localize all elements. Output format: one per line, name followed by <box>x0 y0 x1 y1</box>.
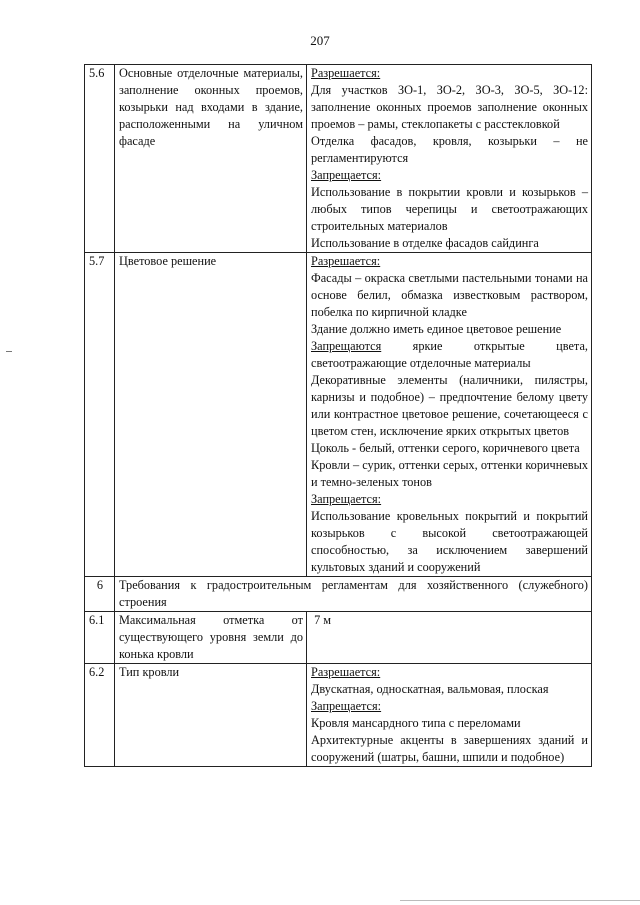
value-line: Использование кровельных покрытий и покрытий козырьков с высокой светоотражающей способностью, за исключением завершений культовых зданий и сооружений <box>311 509 588 574</box>
row-number: 5.7 <box>85 253 115 577</box>
value-line: Здание должно иметь единое цветовое решение <box>311 322 562 336</box>
regulations-table <box>84 64 592 767</box>
row-number: 6.2 <box>85 664 115 767</box>
parameter-name: Цветовое решение <box>115 253 307 577</box>
parameter-value <box>307 612 592 664</box>
forbidden-heading: Запрещается: <box>311 492 382 506</box>
parameter-name: Основные отделочные материалы, заполнение оконных проемов, козырьки над входами в здание, расположенными на уличном фасаде <box>115 65 307 253</box>
section-row <box>85 577 592 612</box>
section-title: Требования к градостроительным регламентам для хозяйственного (служебного) строения <box>115 577 592 612</box>
scan-edge-mark <box>6 351 12 352</box>
value-line: Двускатная, односкатная, вальмовая, плоская <box>311 682 549 696</box>
parameter-name: Максимальная отметка от существующего уровня земли до конька кровли <box>115 612 307 664</box>
allowed-heading: Разрешается: <box>311 66 381 80</box>
value-line: Декоративные элементы (наличники, пилястры, карнизы и подобное) – предпочтение белому цвету или контрастное цветовое решение, сочетающееся с цветом стен, исключение ярких открытых цветов <box>311 373 588 438</box>
allowed-heading: Разрешается: <box>311 665 381 679</box>
value-line: Кровля мансардного типа с переломами <box>311 716 521 730</box>
value-line: 7 м <box>311 613 332 627</box>
table-row <box>85 664 592 767</box>
value-line: Для участков ЗО-1, ЗО-2, ЗО-3, ЗО-5, ЗО-12: заполнение оконных проемов заполнение оконных проемов – рамы, стеклопакеты с расстекловкой <box>311 83 588 131</box>
value-line: Использование в покрытии кровли и козырьков – любых типов черепицы и светоотражающих строительных материалов <box>311 185 588 233</box>
table-row <box>85 65 592 253</box>
forbidden-heading: Запрещается: <box>311 699 382 713</box>
value-line: Кровли – сурик, оттенки серых, оттенки коричневых и темно-зеленых тонов <box>311 458 588 489</box>
allowed-heading: Разрешается: <box>311 254 381 268</box>
forbidden-heading: Запрещается: <box>311 168 382 182</box>
scan-bottom-line <box>400 900 640 901</box>
forbidden-inline-heading: Запрещаются <box>311 339 382 353</box>
value-inline-text: яркие открытые цвета, светоотражающие отделочные материалы <box>311 339 588 370</box>
value-line: Использование в отделке фасадов сайдинга <box>311 236 539 250</box>
table-row <box>85 253 592 577</box>
row-number: 5.6 <box>85 65 115 253</box>
value-line: Фасады – окраска светлыми пастельными тонами на основе белил, обмазка известковым раствором, побелка по кирпичной кладке <box>311 271 588 319</box>
parameter-value <box>307 65 592 253</box>
value-line: Цоколь - белый, оттенки серого, коричневого цвета <box>311 441 580 455</box>
parameter-value <box>307 253 592 577</box>
row-number: 6.1 <box>85 612 115 664</box>
parameter-name: Тип кровли <box>115 664 307 767</box>
table-row <box>85 612 592 664</box>
value-line: Отделка фасадов, кровля, козырьки – не регламентируются <box>311 134 588 165</box>
page-number: 207 <box>310 33 330 48</box>
value-line <box>311 338 588 372</box>
parameter-value <box>307 664 592 767</box>
row-number: 6 <box>85 577 115 612</box>
value-line: Архитектурные акценты в завершениях зданий и сооружений (шатры, башни, шпили и подобное) <box>311 733 588 764</box>
